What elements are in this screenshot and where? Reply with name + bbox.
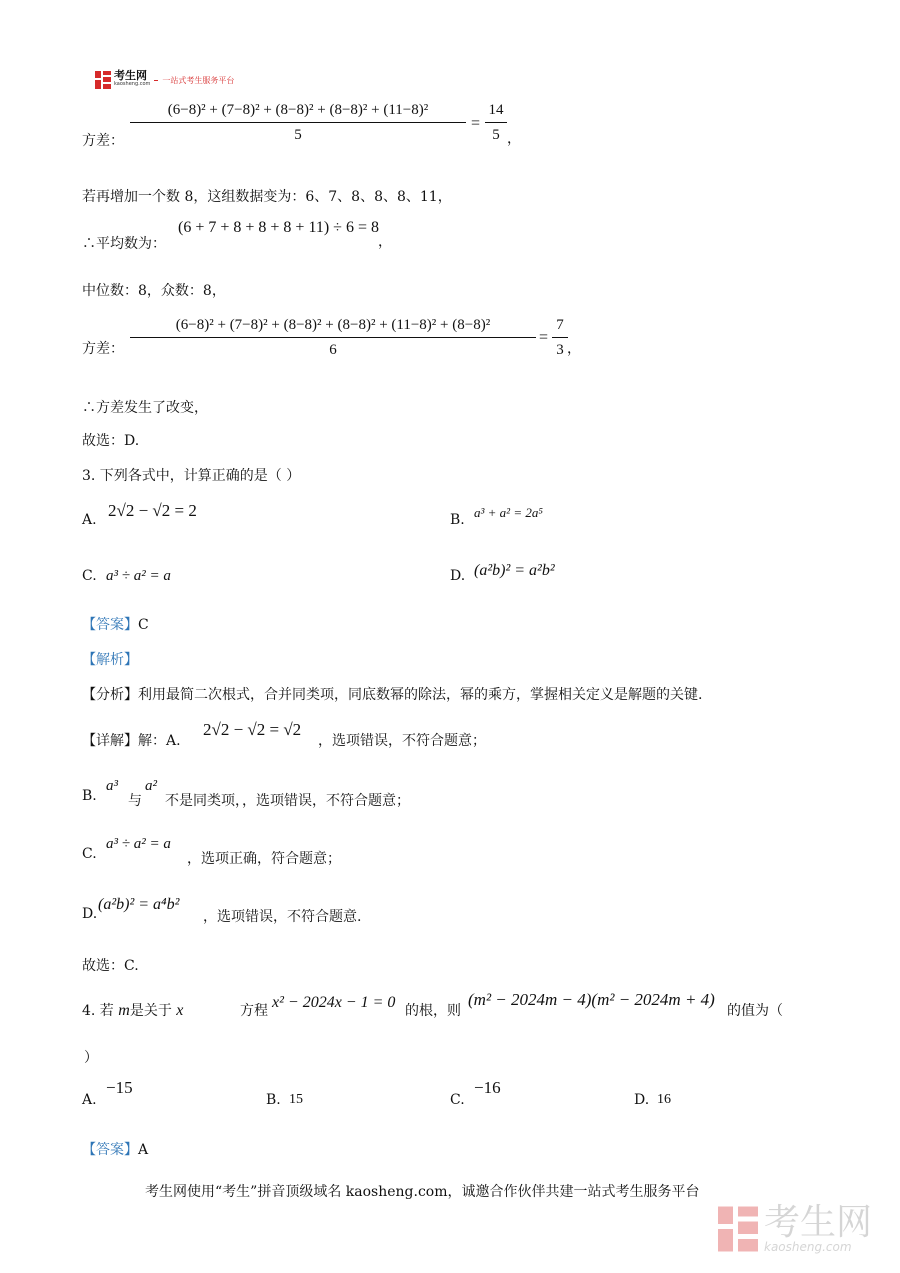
q3-option-c-expr: a³ ÷ a² = a	[106, 568, 171, 584]
q4-option-b-label: B.	[266, 1092, 281, 1108]
q4-m: m	[118, 1002, 130, 1019]
logo-sub: kaosheng.com	[114, 81, 151, 87]
result-num-2: 7	[556, 317, 564, 333]
footer-text: 考生网使用“考生”拼音顶级域名 kaosheng.com，诚邀合作伙伴共建一站式考生服务平台	[145, 1184, 700, 1200]
q4-stem-pre	[82, 1000, 183, 1020]
q3-stem: 3. 下列各式中，计算正确的是（ ）	[82, 468, 301, 484]
variance-fraction-1	[130, 102, 466, 144]
equals-1: =	[471, 115, 481, 132]
q3-detail-c-post: ，选项正确，符合题意；	[187, 851, 341, 867]
q4-expression: (m² − 2024m − 4)(m² − 2024m + 4)	[468, 990, 715, 1009]
q4-option-d-label: D.	[634, 1092, 650, 1108]
fenxi-tag: 【分析】	[82, 687, 138, 703]
watermark	[718, 1202, 873, 1254]
header-slogan: 一站式考生服务平台	[162, 75, 235, 85]
logo-text: 考生网	[114, 69, 147, 82]
result-den-1: 5	[492, 127, 500, 143]
q3-detail-b-pre: B.	[82, 788, 97, 804]
q4-option-c-value: −16	[474, 1078, 501, 1097]
q4-mid2: 方程	[240, 1003, 268, 1019]
add-line: 若再增加一个数 8，这组数据变为：6、7、8、8、8、11，	[82, 189, 452, 205]
q3-option-b-expr: a³ + a² = 2a⁵	[474, 505, 543, 520]
choice-d: 故选：D.	[82, 433, 140, 449]
q4-equation: x² − 2024x − 1 = 0	[272, 994, 396, 1011]
detail-tag: 【详解】	[82, 733, 138, 749]
median-line: 中位数：8，众数：8，	[82, 283, 226, 299]
answer-value: A	[138, 1142, 149, 1158]
q4-option-b-value: 15	[289, 1092, 303, 1107]
q4-stem-close: ）	[84, 1050, 98, 1066]
result-den-2: 3	[556, 342, 564, 358]
fenxi-text: 利用最简二次根式，合并同类项，同底数幂的除法，幂的乘方，掌握相关定义是解题的关键.	[138, 687, 703, 703]
q3-detail-a-post: ，选项错误，不符合题意；	[318, 733, 486, 749]
q3-detail-b-post: 不是同类项，，选项错误，不符合题意；	[165, 793, 410, 809]
q3-detail-d-pre: D.	[82, 906, 98, 922]
q3-detail-c-pre: C.	[82, 846, 97, 862]
logo-divider	[154, 80, 158, 81]
variance-denominator-2: 6	[329, 342, 337, 358]
watermark-logo-icon	[718, 1205, 758, 1253]
mean-label: ∴平均数为：	[82, 236, 166, 252]
answer-value: C	[138, 617, 149, 633]
header-logo	[95, 71, 234, 89]
q3-detail-c-expr: a³ ÷ a² = a	[106, 836, 171, 852]
q3-option-b-label: B.	[450, 512, 465, 528]
q4-option-a-label: A.	[82, 1092, 97, 1108]
logo-icon	[95, 71, 111, 89]
q3-option-d-label: D.	[450, 568, 466, 584]
q3-detail-b-mid: 与	[128, 793, 142, 809]
q3-detail-d-expr: (a²b)² = a⁴b²	[98, 896, 180, 913]
variance-fraction-2	[130, 317, 536, 359]
q3-detail-d-post: ，选项错误，不符合题意.	[203, 909, 362, 925]
q4-mid3: 的根，则	[405, 1003, 461, 1019]
q3-choice: 故选：C.	[82, 958, 139, 974]
variance-numerator-1: (6−8)² + (7−8)² + (8−8)² + (8−8)² + (11−8)²	[167, 102, 429, 118]
q4-option-d-value: 16	[657, 1092, 671, 1107]
comma-2: ，	[378, 234, 392, 250]
q4-prefix: 4. 若	[82, 1003, 114, 1019]
comma-3: ，	[567, 341, 581, 357]
q4-answer	[82, 1139, 148, 1159]
q3-option-a-expr: 2√2 − √2 = 2	[108, 501, 197, 520]
mean-expr: (6 + 7 + 8 + 8 + 8 + 11) ÷ 6 = 8	[178, 219, 379, 236]
q4-option-a-value: −15	[106, 1078, 133, 1097]
q3-detail-b-expr2: a²	[145, 778, 157, 794]
answer-tag: 【答案】	[82, 617, 138, 633]
q4-x: x	[176, 1002, 184, 1019]
result-num-1: 14	[488, 102, 504, 118]
q4-option-c-label: C.	[450, 1092, 465, 1108]
q3-option-a-label: A.	[82, 512, 97, 528]
watermark-text: 考生网	[764, 1202, 873, 1243]
variance-denominator-1: 5	[294, 127, 302, 143]
variance-result-1	[485, 102, 507, 144]
q3-option-d-expr: (a²b)² = a²b²	[474, 562, 555, 579]
watermark-sub: kaosheng.com	[764, 1240, 852, 1254]
variance-numerator-2: (6−8)² + (7−8)² + (8−8)² + (8−8)² + (11−8)² + (8−8)²	[175, 317, 491, 333]
q3-analysis-tag: 【解析】	[82, 652, 138, 668]
detail-a-pre: 解：A.	[138, 733, 181, 749]
q4-stem-post: 的值为（	[727, 1003, 783, 1019]
q3-detail-b-expr1: a³	[106, 778, 118, 794]
variance-label-2: 方差：	[82, 341, 124, 357]
q3-fenxi	[82, 684, 702, 704]
answer-tag: 【答案】	[82, 1142, 138, 1158]
variance-result-2	[552, 317, 568, 359]
conclusion: ∴方差发生了改变，	[82, 400, 208, 416]
equals-2: =	[539, 329, 549, 346]
q3-option-c-label: C.	[82, 568, 97, 584]
q3-answer	[82, 614, 149, 634]
variance-label-1: 方差：	[82, 133, 124, 149]
q3-detail-a	[82, 730, 181, 750]
q4-mid1: 是关于	[129, 1003, 172, 1019]
q3-detail-a-expr: 2√2 − √2 = √2	[203, 720, 302, 739]
comma-1: ，	[507, 131, 521, 147]
